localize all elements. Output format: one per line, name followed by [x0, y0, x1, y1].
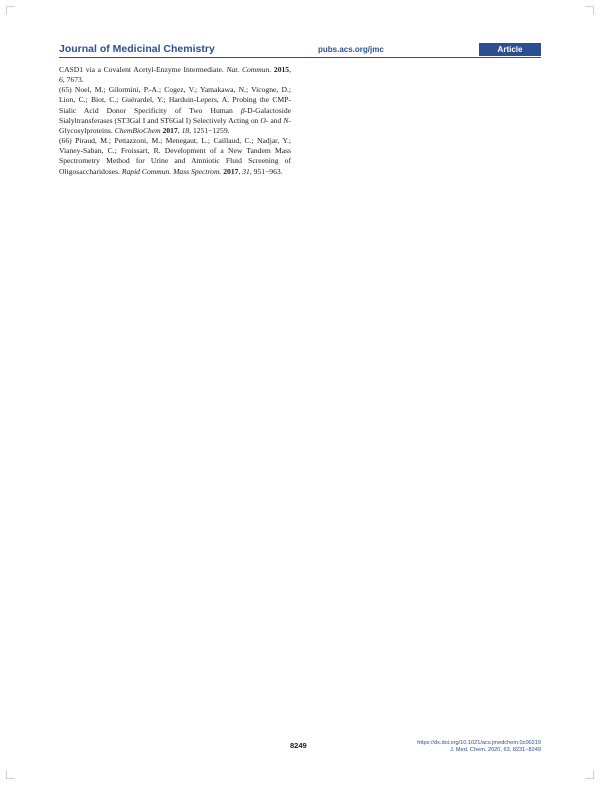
reference-text: 6: [59, 75, 63, 85]
reference-text: , 1251−1259.: [189, 125, 230, 135]
crop-mark-top-left: [6, 6, 15, 15]
journal-title: Journal of Medicinal Chemistry: [59, 43, 215, 55]
reference-text: ,: [289, 65, 291, 74]
reference-text: - and: [265, 115, 284, 125]
reference-list: [59, 65, 291, 177]
crop-mark-bottom-right: [585, 770, 594, 779]
reference-text: , 7673.: [62, 75, 84, 85]
reference-text: 18: [181, 125, 190, 135]
reference-text: 2015: [273, 65, 290, 74]
crop-mark-bottom-left: [6, 770, 15, 779]
reference-text: O: [260, 115, 266, 125]
reference-text: 2017: [223, 166, 239, 176]
reference-text: -Glycosylproteins.: [59, 115, 291, 135]
journal-citation: J. Med. Chem. 2020, 63, 8231−8249: [450, 747, 541, 754]
page-number: 8249: [290, 741, 307, 750]
reference-text: ,: [177, 125, 182, 135]
reference-text: -D-Galactoside Sialyltransferases (ST3Gal I and ST6Gal I) Selectively Acting on: [59, 105, 291, 125]
page-header: [59, 43, 541, 58]
reference-text: Rapid Commun. Mass Spectrom.: [121, 166, 222, 176]
journal-site-link[interactable]: pubs.acs.org/jmc: [318, 45, 384, 54]
reference-text: β: [240, 105, 245, 115]
reference-text: 31: [242, 166, 250, 176]
reference-item: [59, 65, 291, 85]
reference-text: ,: [238, 166, 243, 176]
article-badge: Article: [479, 43, 541, 56]
reference-text: (66) Piraud, M.; Pettazzoni, M.; Menegaut, L.; Caillaud, C.; Nadjar, Y.; Vianey-Saban, C.; Froissart, R. Development of a New Tandem Mass Spectrometry Method for Urine and Amniotic Fluid Screening of Oligosaccharidoses.: [59, 136, 291, 176]
crop-mark-top-right: [585, 6, 594, 15]
reference-text: , 951−963.: [249, 166, 283, 176]
reference-text: Nat. Commun.: [226, 65, 272, 74]
reference-item: [59, 136, 291, 177]
reference-text: CASD1 via a Covalent Acetyl-Enzyme Intermediate.: [59, 65, 227, 74]
doi-link[interactable]: https://dx.doi.org/10.1021/acs.jmedchem.0c00219: [417, 740, 541, 746]
reference-text: 2017: [162, 125, 178, 135]
reference-text: ChemBioChem: [114, 125, 161, 135]
reference-text: (65) Noel, M.; Gilormini, P.-A.; Cogez, V.; Yamakawa, N.; Vicogne, D.; Lion, C.; Biot, C.; Guérardel, Y.; Harduin-Lepers, A. Probing the CMP-Sialic Acid Donor Specificity of Two Human: [59, 85, 291, 115]
reference-text: N: [283, 115, 289, 125]
reference-item: [59, 85, 291, 136]
footer-citation: [417, 740, 541, 755]
